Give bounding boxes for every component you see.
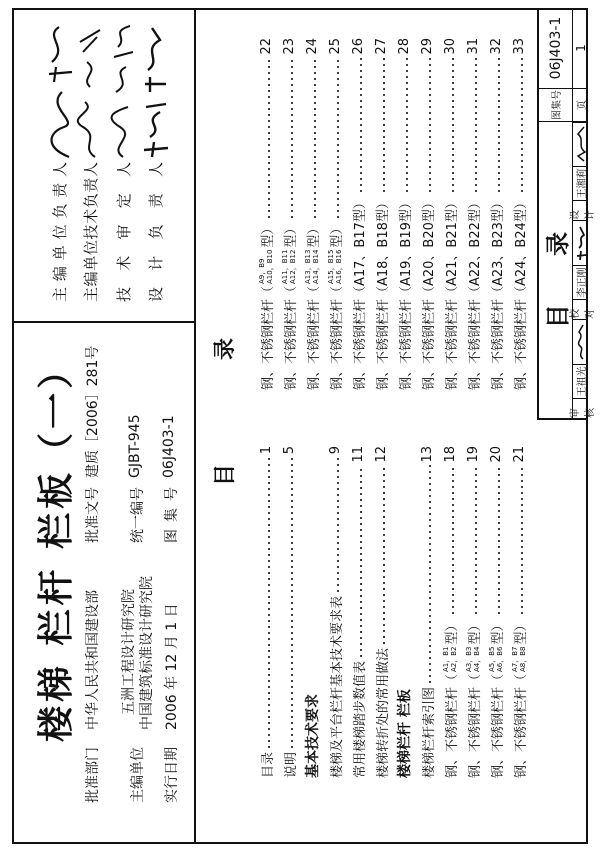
dot-leader xyxy=(498,57,500,195)
toc-entry-page: 12 xyxy=(373,446,389,463)
toc-entry-title: 钢、不锈钢栏杆（A21、B21型） xyxy=(444,196,460,390)
signature xyxy=(108,22,138,162)
code-top: A5，B5 xyxy=(488,646,496,672)
toc-entry-page: 23 xyxy=(281,38,297,55)
approval-dept-value: 中华人民共和国建设部 xyxy=(85,590,101,730)
toc-entry-title: 钢、不锈钢栏杆（A18、B18型） xyxy=(375,196,391,390)
toc-entry-title: 钢、不锈钢栏杆（A19、B19型） xyxy=(398,196,414,390)
check-label: 校对 xyxy=(573,299,588,319)
toc-entry-page: 11 xyxy=(350,446,366,463)
toc-entry-page: 27 xyxy=(373,38,389,55)
dot-leader xyxy=(383,465,385,646)
toc-entry-suffix: 型） xyxy=(490,618,506,645)
toc-entry[interactable] xyxy=(302,446,322,778)
design-name: 王湘莉 xyxy=(573,166,588,200)
toc-entry-page: 28 xyxy=(396,38,412,55)
toc-entry[interactable] xyxy=(486,38,506,390)
toc-entry-page: 25 xyxy=(327,38,343,55)
toc-entry-page: 9 xyxy=(327,446,343,455)
dot-leader xyxy=(521,465,523,617)
atlas-number-label: 图 集 号 xyxy=(164,487,180,543)
toc-entry-page: 5 xyxy=(281,446,297,455)
signature xyxy=(75,22,105,162)
toc-entry-page: 33 xyxy=(511,38,527,55)
code-bottom: A16，B16 xyxy=(335,249,343,284)
dot-leader xyxy=(475,465,477,617)
toc-entry[interactable] xyxy=(440,446,460,778)
toc-entry-suffix: 型） xyxy=(283,221,299,248)
toc-entry[interactable] xyxy=(440,38,460,390)
responsible-row: 技术审定人 xyxy=(108,22,138,302)
toc-entry-title: 钢、不锈钢栏杆（A22、B22型） xyxy=(467,196,483,390)
toc-entry-title: 钢、不锈钢栏杆（ xyxy=(306,285,322,390)
approval-dept-label: 批准部门 xyxy=(85,747,101,803)
title-block-title: 目 录 xyxy=(544,211,572,329)
dot-leader xyxy=(521,57,523,195)
code-top: A15，B15 xyxy=(327,249,335,284)
toc-entry-title: 钢、不锈钢栏杆（A17、B17型） xyxy=(352,196,368,390)
code-bottom: A2，B2 xyxy=(450,646,458,672)
responsible-row: 主编单位技术负责人 xyxy=(75,22,105,302)
toc-entry-page: 18 xyxy=(442,446,458,463)
dot-leader xyxy=(337,57,339,220)
code-top: A11，B11 xyxy=(281,249,289,284)
toc-entry-title: 钢、不锈钢栏杆（A24、B24型） xyxy=(513,196,529,390)
dot-leader xyxy=(314,57,316,220)
toc-entry[interactable] xyxy=(371,446,391,778)
toc-entry[interactable] xyxy=(463,38,483,390)
toc-entry-page: 20 xyxy=(488,446,504,463)
dot-leader xyxy=(268,456,270,750)
toc-entry[interactable] xyxy=(325,446,345,778)
toc-entry[interactable] xyxy=(279,38,299,390)
atlas-number-value: 06J403-1 xyxy=(161,415,177,478)
toc-entry-page: 19 xyxy=(465,446,481,463)
editor-unit-value-1: 五洲工程设计研究院 xyxy=(121,589,137,715)
toc-entry-page: 22 xyxy=(258,38,274,55)
page-label: 页 xyxy=(573,88,588,122)
dot-leader xyxy=(429,57,431,195)
toc-entry[interactable] xyxy=(509,38,529,390)
effective-date-label: 实行日期 xyxy=(164,747,180,803)
toc-entry-title: 楼梯及平台栏杆基本技术要求表 xyxy=(329,595,345,778)
effective-date-value: 2006 年 12 月 1 日 xyxy=(164,603,180,730)
toc-entry[interactable] xyxy=(348,446,368,778)
code-bottom: A12，B12 xyxy=(289,249,297,284)
dot-leader xyxy=(268,57,270,220)
check-signature xyxy=(573,220,588,265)
toc-entry[interactable] xyxy=(348,38,368,390)
toc-entry[interactable] xyxy=(371,38,391,390)
toc-entry-codes xyxy=(281,250,297,284)
toc-entry-title: 说明 xyxy=(283,751,299,778)
review-label: 审核 xyxy=(573,398,588,418)
signature xyxy=(44,22,74,162)
toc-entry-page: 13 xyxy=(419,446,435,463)
page-value: 1 xyxy=(573,44,588,52)
toc-entry-title: 钢、不锈钢栏杆（A23、B23型） xyxy=(490,196,506,390)
toc-heading-2: 录 xyxy=(213,337,238,360)
toc-entry[interactable] xyxy=(394,38,414,390)
code-bottom: A4，B4 xyxy=(473,646,481,672)
toc-entry[interactable] xyxy=(302,38,322,390)
dot-leader xyxy=(291,456,293,750)
signature xyxy=(140,22,170,162)
cover-divider xyxy=(12,321,195,323)
dot-leader xyxy=(360,465,362,659)
toc-entry-suffix: 型） xyxy=(444,618,460,645)
unified-number-label: 统一编号 xyxy=(130,487,146,543)
toc-entry-suffix: 型） xyxy=(467,618,483,645)
check-name: 李正刚 xyxy=(573,265,588,299)
toc-entry[interactable] xyxy=(509,446,529,778)
dot-leader xyxy=(452,465,454,617)
toc-entry-title: 钢、不锈钢栏杆（A20、B20型） xyxy=(421,196,437,390)
toc-entry-codes xyxy=(304,250,320,284)
toc-entry-title: 钢、不锈钢栏杆（ xyxy=(467,673,483,778)
atlas-title: 楼梯 栏杆 栏板（一） xyxy=(36,348,77,742)
toc-entry-suffix: 型） xyxy=(513,618,529,645)
toc-entry-suffix: 型） xyxy=(260,221,276,248)
toc-entry-title: 常用楼梯踏步数值表 xyxy=(352,660,368,778)
dot-leader xyxy=(360,57,362,195)
toc-heading-1: 目 xyxy=(213,463,238,486)
dot-leader xyxy=(429,465,431,685)
design-label: 设计 xyxy=(573,200,588,220)
unified-number-value: GJBT-945 xyxy=(127,414,143,478)
toc-entry-title: 钢、不锈钢栏杆（ xyxy=(444,673,460,778)
toc-entry-page: 30 xyxy=(442,38,458,55)
code-top: A9，B9 xyxy=(258,258,266,284)
dot-leader xyxy=(498,465,500,617)
toc-entry-title: 楼梯栏杆索引图 xyxy=(421,686,437,778)
dot-leader xyxy=(291,57,293,220)
responsible-row: 设计负责人 xyxy=(140,22,170,302)
toc-entry-page: 29 xyxy=(419,38,435,55)
toc-entry-page: 21 xyxy=(511,446,527,463)
toc-entry-suffix: 型） xyxy=(329,221,345,248)
toc-entry-page: 24 xyxy=(304,38,320,55)
code-top: A3，B3 xyxy=(465,646,473,672)
toc-entry[interactable] xyxy=(325,38,345,390)
toc-entry[interactable] xyxy=(463,446,483,778)
code-bottom: A6，B6 xyxy=(496,646,504,672)
code-bottom: A14，B14 xyxy=(312,249,320,284)
toc-entry-title: 钢、不锈钢栏杆（ xyxy=(513,673,529,778)
toc-entry-title: 钢、不锈钢栏杆（ xyxy=(329,285,345,390)
toc-entry-title: 钢、不锈钢栏杆（ xyxy=(490,673,506,778)
toc-entry-codes xyxy=(511,646,527,672)
toc-entry-codes xyxy=(465,646,481,672)
toc-entry-title: 钢、不锈钢栏杆（ xyxy=(260,285,276,390)
editor-unit-value-2: 中国建筑标准设计研究院 xyxy=(139,576,155,730)
toc-entry[interactable] xyxy=(279,446,299,778)
toc-entry[interactable] xyxy=(256,38,276,390)
responsible-row: 主编单位负责人 xyxy=(44,22,74,302)
toc-entry-codes xyxy=(327,250,343,284)
atlas-number-label: 图集号 xyxy=(539,88,572,122)
review-name: 王祖光 xyxy=(573,364,588,398)
toc-entry-page: 1 xyxy=(258,446,274,455)
panel-divider xyxy=(194,8,196,844)
code-top: A13，B13 xyxy=(304,249,312,284)
dot-leader xyxy=(452,57,454,195)
atlas-number-value: 06J403-1 xyxy=(547,16,564,80)
toc-entry-suffix: 型） xyxy=(306,221,322,248)
dot-leader xyxy=(475,57,477,195)
toc-entry-page: 26 xyxy=(350,38,366,55)
dot-leader xyxy=(383,57,385,195)
toc-entry-title: 钢、不锈钢栏杆（ xyxy=(283,285,299,390)
code-bottom: A8，B8 xyxy=(519,646,527,672)
dot-leader xyxy=(337,456,339,594)
toc-entry-codes xyxy=(488,646,504,672)
code-top: A7，B7 xyxy=(511,646,519,672)
toc-entry[interactable] xyxy=(417,38,437,390)
review-signature xyxy=(573,319,588,364)
code-bottom: A10，B10 xyxy=(266,249,274,284)
toc-entry-page: 32 xyxy=(488,38,504,55)
toc-entry[interactable] xyxy=(256,446,276,778)
toc-entry-page: 31 xyxy=(465,38,481,55)
dot-leader xyxy=(406,57,408,195)
editor-unit-label: 主编单位 xyxy=(130,747,146,803)
toc-entry-title: 楼梯栏杆 栏板 xyxy=(397,689,413,778)
title-block xyxy=(537,8,596,420)
toc-entry-codes xyxy=(258,250,274,284)
code-top: A1，B1 xyxy=(442,646,450,672)
approval-doc-label: 批准文号 xyxy=(85,487,101,543)
toc-entry-title: 基本技术要求 xyxy=(305,694,321,778)
toc-entry[interactable] xyxy=(486,446,506,778)
design-signature xyxy=(573,122,588,166)
approval-doc-value: 建质［2006］281号 xyxy=(85,345,101,478)
toc-entry-codes xyxy=(442,646,458,672)
toc-entry[interactable] xyxy=(417,446,437,778)
toc-entry-title: 目录 xyxy=(260,751,276,778)
toc-entry[interactable] xyxy=(394,446,414,778)
toc-entry-title: 楼梯转折处的常用做法 xyxy=(375,647,391,778)
